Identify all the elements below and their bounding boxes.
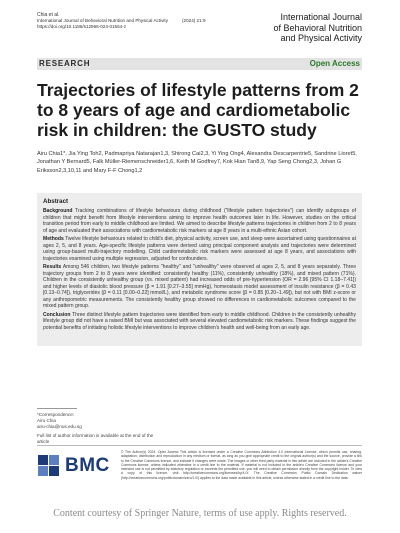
journal-title [242, 12, 362, 44]
article-type-banner [37, 58, 362, 70]
abstract-section [43, 236, 356, 262]
correspondence-label: *Correspondence: [37, 412, 75, 417]
author-info-note: Full list of author information is available at the end of the article [37, 432, 154, 444]
correspondence-block [37, 412, 157, 445]
license-text: © The Author(s) 2024. Open Access This article is licensed under a Creative Commons Attribution 4.0 International License, which permits use, sharing, adaptation, distribution and reproduction in any medium or format, as long as you give appropriate credit to the original author(s) and the source, provide a link to the Creative Commons licence, and indicate if changes were made. The images or other third party material in this article are included in the article's Creative Commons licence, unless indicated otherwise in a credit line to the material. If material is not included in the article's Creative Commons licence and your intended use is not permitted by statutory regulation or exceeds the permitted use, you will need to obtain permission directly from the copyright holder. To view a copy of this licence, visit http://creativecommons.org/licenses/by/4.0/. The Creative Commons Public Domain Dedication waiver (http://creativecommons.org/publicdomain/zero/1.0/) applies to the data made available in this article, unless otherwise stated in a credit line to the data. [121, 450, 362, 480]
author-list: Airu Chia1*, Jia Ying Toh2, Padmapriya Natarajan1,3, Shirong Cai2,3, Yi Ying Ong4, Alexandra Descarpentrie5, Sandrine Lioret5, Jonathan Y Bernard5, Falk Müller-Riemenschneider1,6, Keith M Godfrey7, Kok Hian Tan8,9, Yap Seng Chong2,3, Johan G Eriksson2,3,10,11 and Mary F-F Chong1,2 [37, 151, 357, 174]
article-title: Trajectories of lifestyle patterns from 2 to 8 years of age and cardiometabolic risk in children: the GUSTO study [37, 80, 359, 140]
footer-divider [37, 445, 362, 446]
abstract-section [43, 264, 356, 310]
header-author: Chia et al. [37, 12, 60, 18]
publisher-logo-text: BMC [65, 455, 110, 476]
abstract-section-label: Results [43, 264, 62, 270]
journal-title-line: International Journal [280, 12, 362, 22]
abstract-section-text: Twelve lifestyle behaviours related to child's diet, physical activity, screen use, and sleep were ascertained using questionnaires at ages 2, 5, and 8 years. Age-specific lifestyle patterns were derived using principal component analysis and trajectories were determined using group-based multi-trajectory modelling. Child cardiometabolic risk markers were assessed at age 8 years, and associations with trajectories examined using multiple regression, adjusted for confounders. [43, 236, 356, 262]
journal-title-line: of Behavioral Nutrition [273, 22, 362, 33]
abstract-section-text: Three distinct lifestyle pattern trajectories were identified from early to middle childhood. Children in the consistently unhealthy lifestyle group did not have a raised BMI but was associated with several elevated cardiometabolic risk markers. These findings suggest the potential benefits of initiating holistic lifestyle interventions to improve children's health and well-being from an early age. [43, 311, 356, 331]
article-type-label: RESEARCH [39, 59, 91, 68]
abstract-box [37, 193, 362, 346]
correspondence-name: Airu Chia [37, 418, 56, 424]
running-header [37, 12, 206, 30]
header-year-volume: (2024) 21:9 [182, 18, 206, 23]
header-doi-link[interactable]: https://doi.org/10.1186/s12966-024-01564-z [37, 24, 127, 29]
abstract-section-text: Among 546 children, two lifestyle patterns "healthy" and "unhealthy" were observed at ages 2, 5, and 8 years separately. Three trajectory groups from 2 to 8 years were identified: consistently healthy (11%), consistently unhealthy (18%), and mixed pattern (71%). Children in the consistently unhealthy group (vs. mixed pattern) had increased odds of pre-hypertension (OR = 2.96 [95% CI 1.18–7.41]) and higher levels of diastolic blood pressure (β = 1.91 [0.27–3.55] mmHg), homeostasis model assessment of insulin resistance (β = 0.43 [0.13–0.74]), triglycerides (β = 0.11 [0.00–0.22] mmol/L), and metabolic syndrome score (β = 0.85 [0.20–1.49]), but not with BMI z-score or any anthropometric measurements. The consistently healthy group showed no differences in cardiometabolic outcomes compared to the mixed pattern group. [43, 264, 356, 309]
abstract-section [43, 312, 356, 332]
journal-title-line: and Physical Activity [280, 33, 362, 43]
correspondence-email-link[interactable]: airu-chia@nus.edu.sg [37, 424, 82, 430]
abstract-section-label: Background [43, 208, 73, 214]
abstract-section [43, 208, 356, 234]
abstract-section-label: Methods [43, 236, 64, 242]
abstract-section-text: Tracking combinations of lifestyle behaviours during childhood ("lifestyle pattern trajectories") can identify subgroups of children that might benefit from lifestyle interventions aiming to improve health outcomes later in life. However, studies on the critical transition period from early to middle childhood are limited. We aimed to describe lifestyle patterns trajectories in children from 2 to 8 years of age and evaluated their associations with cardiometabolic risk markers at age 8 years in a multi-ethnic Asian cohort. [43, 208, 356, 234]
correspondence-divider [37, 408, 77, 409]
header-journal: International Journal of Behavioral Nutrition and Physical Activity [37, 18, 168, 23]
springer-watermark: Content courtesy of Springer Nature, terms of use apply. Rights reserved. [53, 508, 347, 519]
abstract-heading: Abstract [43, 198, 69, 205]
abstract-section-label: Conclusion [43, 311, 71, 318]
open-access-label: Open Access [309, 59, 360, 68]
